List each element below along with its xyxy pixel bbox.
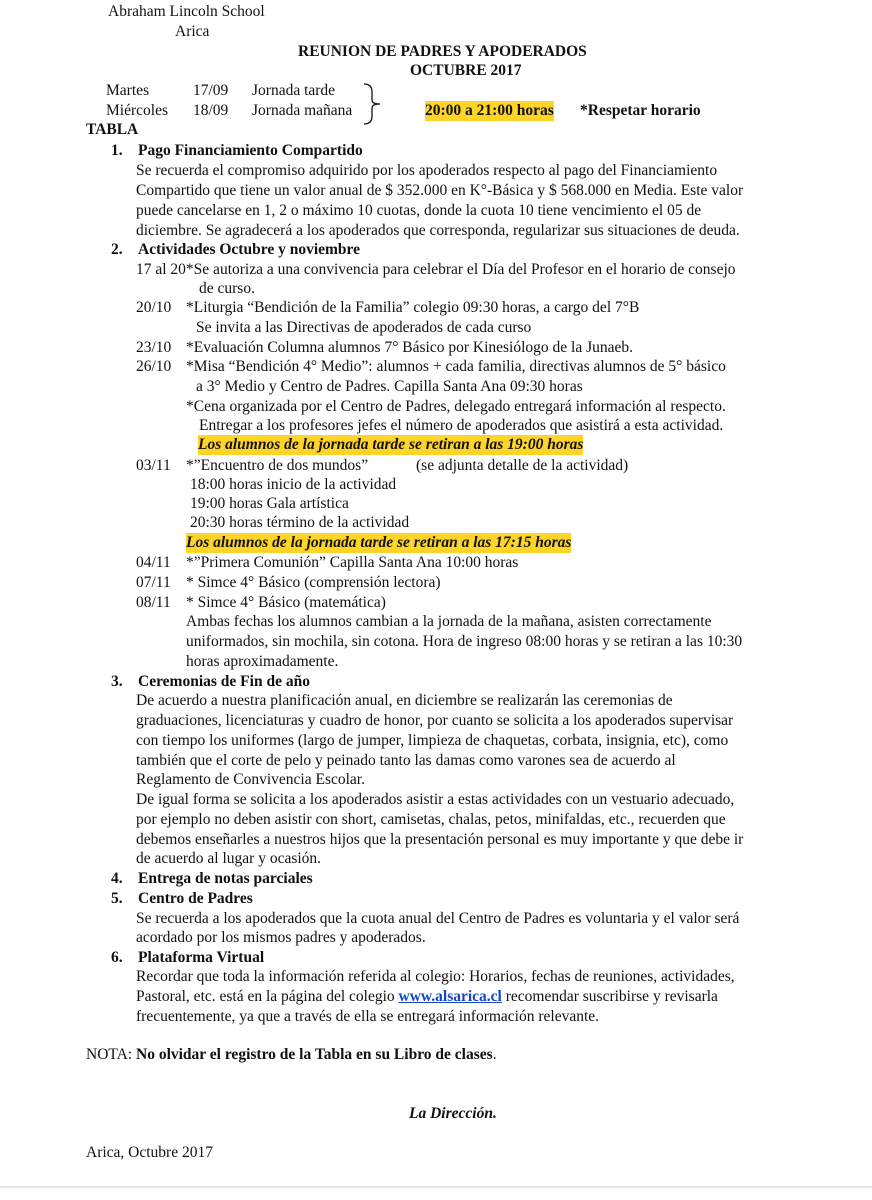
schedule-date-2: 18/09 [193, 102, 229, 119]
paragraph-line: Recordar que toda la información referida al colegio: Horarios, fechas de reuniones, actividades, [136, 968, 735, 985]
curly-brace-icon [362, 82, 386, 126]
highlighted-notice: Los alumnos de la jornada tarde se retiran a las 19:00 horas [198, 436, 584, 453]
scan-edge-line [0, 1186, 872, 1188]
schedule-shift-2: Jornada mañana [252, 102, 353, 119]
paragraph-line: diciembre. Se agradecerá a los apoderados que corresponda, regularizar sus situaciones de deuda. [136, 222, 740, 239]
section-1-title: Pago Financiamiento Compartido [138, 142, 363, 159]
paragraph-line: Reglamento de Convivencia Escolar. [136, 771, 365, 788]
place-date: Arica, Octubre 2017 [86, 1144, 213, 1161]
section-number: 2. [111, 241, 123, 258]
paragraph-line: De acuerdo a nuestra planificación anual, en diciembre se realizarán las ceremonias de [136, 692, 673, 709]
paragraph-text: Pastoral, etc. está en la página del colegio [136, 988, 395, 1005]
section-number: 5. [111, 890, 123, 907]
activity-line: a 3° Medio y Centro de Padres. Capilla Santa Ana 09:30 horas [196, 378, 583, 395]
school-website-link[interactable]: www.alsarica.cl [398, 988, 502, 1005]
activity-date: 20/10 [136, 299, 172, 316]
schedule-day-2: Miércoles [106, 102, 168, 119]
tabla-label: TABLA [86, 121, 139, 138]
activity-line: * Simce 4° Básico (comprensión lectora) [186, 574, 441, 591]
signature: La Dirección. [409, 1105, 497, 1122]
activity-line: (se adjunta detalle de la actividad) [416, 457, 629, 474]
school-city: Arica [175, 23, 210, 40]
section-3-title: Ceremonias de Fin de año [138, 673, 310, 690]
activity-date: 04/11 [136, 554, 171, 571]
meeting-time: 20:00 a 21:00 horas [425, 102, 554, 119]
document-subtitle: OCTUBRE 2017 [410, 62, 522, 79]
activity-date: 23/10 [136, 339, 172, 356]
activity-line: Se invita a las Directivas de apoderados de cada curso [196, 319, 532, 336]
section-number: 3. [111, 673, 123, 690]
nota-period: . [492, 1046, 497, 1063]
section-5-title: Centro de Padres [138, 890, 253, 907]
paragraph-line: graduaciones, licenciaturas y cuadro de honor, por cuanto se solicita a los apoderados supervisar [136, 712, 734, 729]
nota-label: NOTA: [86, 1046, 133, 1063]
activity-date: 08/11 [136, 594, 171, 611]
section-number: 6. [111, 949, 123, 966]
nota-line [86, 1045, 497, 1065]
activity-line: * Simce 4° Básico (matemática) [186, 594, 386, 611]
activity-line: *”Encuentro de dos mundos” [186, 457, 369, 474]
activity-line: 19:00 horas Gala artística [190, 495, 349, 512]
activity-line: *Liturgia “Bendición de la Familia” colegio 09:30 horas, a cargo del 7°B [186, 299, 640, 316]
activity-line: uniformados, sin mochila, sin cotona. Hora de ingreso 08:00 horas y se retiran a las 10:30 [186, 633, 743, 650]
paragraph-line: Se recuerda el compromiso adquirido por los apoderados respecto al pago del Financiamiento [136, 162, 718, 179]
section-number: 4. [111, 870, 123, 887]
paragraph-line: Se recuerda a los apoderados que la cuota anual del Centro de Padres es voluntaria y el valor será [136, 910, 740, 927]
paragraph-line [136, 987, 718, 1007]
highlighted-notice: Los alumnos de la jornada tarde se retiran a las 17:15 horas [186, 534, 572, 551]
paragraph-line: Compartido que tiene un valor anual de $ 352.000 en K°-Básica y $ 568.000 en Media. Este valor [136, 182, 744, 199]
paragraph-line: De igual forma se solicita a los apoderados asistir a estas actividades con un vestuario adecuado, [136, 791, 735, 808]
activity-line: *Cena organizada por el Centro de Padres, delegado entregará información al respecto. [186, 398, 726, 415]
activity-line: 18:00 horas inicio de la actividad [190, 476, 397, 493]
paragraph-line: también que el corte de pelo y peinado tanto las damas como varones sea de acuerdo al [136, 752, 676, 769]
activity-line: de curso. [199, 280, 255, 297]
activity-line: 17 al 20*Se autoriza a una convivencia para celebrar el Día del Profesor en el horario de consejo [136, 261, 736, 278]
paragraph-line: de acuerdo al lugar y ocasión. [136, 850, 322, 867]
nota-text: No olvidar el registro de la Tabla en su Libro de clases [136, 1046, 493, 1063]
section-number: 1. [111, 142, 123, 159]
paragraph-line: puede cancelarse en 1, 2 o máximo 10 cuotas, donde la cuota 10 tiene vencimiento el 05 de [136, 202, 702, 219]
activity-line: 20:30 horas término de la actividad [190, 514, 410, 531]
activity-line: Entregar a los profesores jefes el número de apoderados que asistirá a esta actividad. [199, 417, 724, 434]
activity-line: *”Primera Comunión” Capilla Santa Ana 10:00 horas [186, 554, 519, 571]
schedule-note: *Respetar horario [580, 102, 701, 119]
paragraph-text: recomendar suscribirse y revisarla [505, 988, 718, 1005]
section-6-title: Plataforma Virtual [138, 949, 265, 966]
paragraph-line: por ejemplo no deben asistir con short, camisetas, chalas, petos, minifaldas, etc., recuerden que [136, 811, 726, 828]
paragraph-line: con tiempo los uniformes (largo de jumper, limpieza de chaquetas, corbata, insignia, etc), como [136, 732, 729, 749]
schedule-shift-1: Jornada tarde [252, 82, 336, 99]
activity-line: Ambas fechas los alumnos cambian a la jornada de la mañana, asisten correctamente [186, 613, 712, 630]
activity-line: *Misa “Bendición 4° Medio”: alumnos + cada familia, directivas alumnos de 5° básico [186, 358, 726, 375]
activity-line: horas aproximadamente. [186, 653, 339, 670]
school-name: Abraham Lincoln School [108, 3, 265, 20]
paragraph-line: debemos enseñarles a nuestros hijos que la presentación personal es muy importante y que debe ir [136, 831, 744, 848]
section-4-title: Entrega de notas parciales [138, 870, 313, 887]
activity-line: *Evaluación Columna alumnos 7° Básico por Kinesiólogo de la Junaeb. [186, 339, 634, 356]
schedule-date-1: 17/09 [193, 82, 229, 99]
activity-date: 03/11 [136, 457, 171, 474]
document-title: REUNION DE PADRES Y APODERADOS [298, 43, 587, 60]
activity-date: 07/11 [136, 574, 171, 591]
paragraph-line: frecuentemente, ya que a través de ella se entregará información relevante. [136, 1008, 600, 1025]
section-2-title: Actividades Octubre y noviembre [138, 241, 361, 258]
schedule-day-1: Martes [106, 82, 150, 99]
activity-date: 26/10 [136, 358, 172, 375]
paragraph-line: acordado por los mismos padres y apoderados. [136, 929, 426, 946]
